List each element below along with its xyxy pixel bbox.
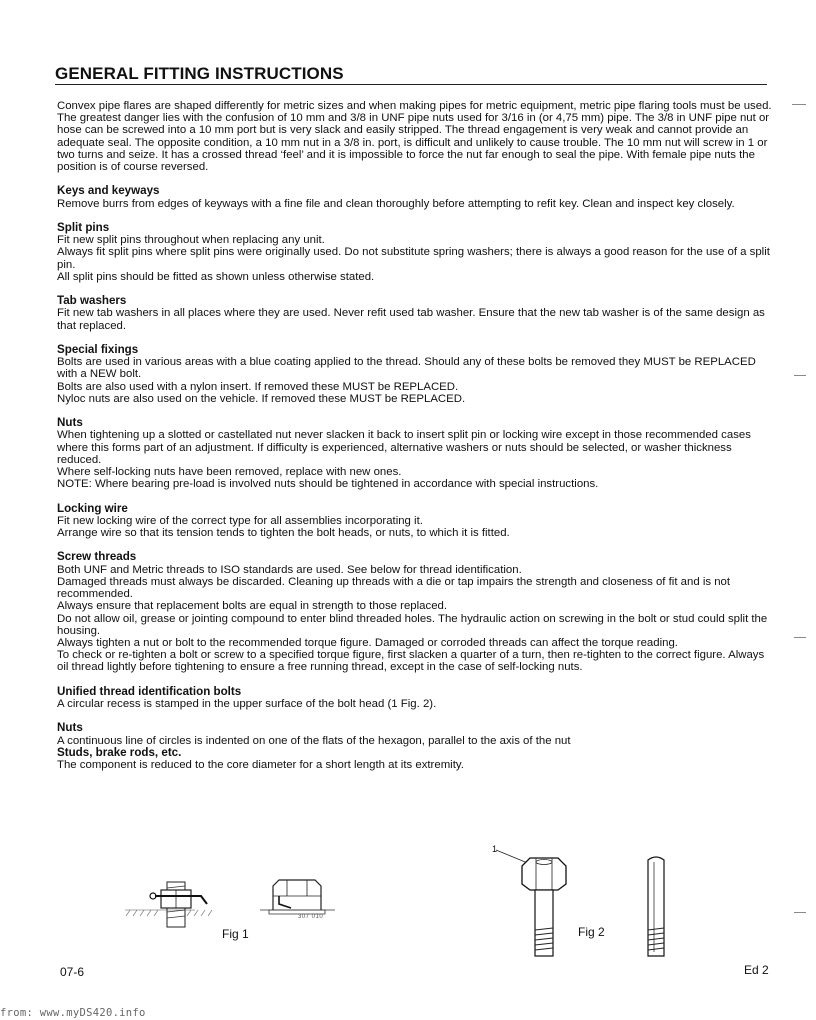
section-heading: Unified thread identification bolts: [57, 684, 242, 698]
fig2-drawing: [490, 844, 690, 964]
section-paragraph: Always fit split pins where split pins were originally used. Do not substitute spring washers; there is always a good reason for the use of a split pin.: [57, 246, 770, 271]
fig2-label: Fig 2: [578, 925, 605, 939]
section-heading: Nuts: [57, 721, 83, 735]
section-paragraph: The component is reduced to the core diameter for a short length at its extremity.: [57, 759, 464, 772]
body-text: [57, 100, 773, 771]
edition-label: Ed 2: [744, 963, 769, 977]
section-paragraph: All split pins should be fitted as shown unless otherwise stated.: [57, 270, 375, 283]
section-paragraph: Do not allow oil, grease or jointing compound to enter blind threaded holes. The hydraulic action on screwing in the bolt or stud could split the housing.: [57, 612, 768, 637]
section-heading: Locking wire: [57, 501, 128, 515]
section-paragraph: Fit new tab washers in all places where they are used. Never refit used tab washer. Ensure that the new tab washer is of the same design as that replaced.: [57, 307, 765, 332]
page-number: 07-6: [60, 965, 85, 979]
section-paragraph: Nyloc nuts are also used on the vehicle. If removed these MUST be REPLACED.: [57, 392, 466, 405]
source-watermark: from: www.myDS420.info: [0, 1007, 146, 1019]
section-heading: Screw threads: [57, 550, 137, 564]
section-paragraph: When tightening up a slotted or castellated nut never slacken it back to insert split pin or locking wire except in those recommended cases where this forms part of an adjustment. If difficulty is experienced, alternative washers or nuts should be selected, or washer thickness reduced.: [57, 429, 751, 466]
margin-mark: [794, 637, 806, 638]
section-heading: Keys and keyways: [57, 184, 160, 198]
section-paragraph: Bolts are used in various areas with a blue coating applied to the thread. Should any of these bolts be removed they MUST be REPLACED with a NEW bolt.: [57, 356, 756, 381]
section-heading: Nuts: [57, 416, 83, 430]
page-title: GENERAL FITTING INSTRUCTIONS: [55, 64, 344, 83]
margin-mark: [792, 104, 806, 105]
margin-mark: [794, 912, 806, 913]
figure-area: [0, 842, 816, 972]
section-heading: Special fixings: [57, 342, 139, 356]
section-paragraph: Always ensure that replacement bolts are equal in strength to those replaced.: [57, 600, 448, 613]
section-paragraph: Both UNF and Metric threads to ISO standards are used. See below for thread identification.: [57, 563, 522, 576]
title-rule: [55, 84, 767, 85]
section-paragraph: Remove burrs from edges of keyways with a fine file and clean thoroughly before attempting to refit key. Clean and inspect key closely.: [57, 197, 735, 210]
intro-paragraph: Convex pipe flares are shaped differently for metric sizes and when making pipes for metric equipment, metric pipe flaring tools must be used.: [57, 100, 772, 112]
section-paragraph: Fit new split pins throughout when replacing any unit.: [57, 234, 325, 247]
section-paragraph: Always tighten a nut or bolt to the recommended torque figure. Damaged or corroded threads can affect the torque reading.: [57, 636, 678, 649]
margin-mark: [794, 375, 806, 376]
section-paragraph: To check or re-tighten a bolt or screw to a specified torque figure, first slacken a quarter of a turn, then re-tighten to the correct figure. Always oil thread lightly before tightening to ensure a free running thread, except in the case of self-locking nuts.: [57, 649, 765, 674]
section-paragraph: Where self-locking nuts have been removed, replace with new ones.: [57, 466, 402, 479]
fig2-callout-number: 1: [492, 844, 498, 854]
section-heading: Studs, brake rods, etc.: [57, 745, 182, 759]
section-paragraph: A circular recess is stamped in the upper surface of the bolt head (1 Fig. 2).: [57, 697, 437, 710]
intro-paragraph: The greatest danger lies with the confusion of 10 mm and 3/8 in UNF pipe nuts used for 3/16 in (or 4,75 mm) pipe. The 3/8 in UNF pipe nut or hose can be screwed into a 10 mm port but is very slack and easily stripped. The thread engagement is very weak and cannot provide an adequate seal. The opposite condition, a 10 mm nut in a 3/8 in. port, is difficult and unlikely to cause trouble. The 10 mm nut will screw in 1 or two turns and seize. It has a crossed thread ‘feel’ and it is impossible to force the nut far enough to seal the pipe. With female pipe nuts the position is of course reversed.: [57, 112, 770, 174]
section-paragraph: Bolts are also used with a nylon insert. If removed these MUST be REPLACED.: [57, 380, 459, 393]
section-heading: Tab washers: [57, 294, 127, 308]
section-paragraph: A continuous line of circles is indented on one of the flats of the hexagon, parallel to the axis of the nut: [57, 734, 571, 747]
fig1-label: Fig 1: [222, 927, 249, 941]
section-paragraph: Arrange wire so that its tension tends to tighten the bolt heads, or nuts, to which it is fitted.: [57, 527, 510, 540]
section-paragraph: Fit new locking wire of the correct type for all assemblies incorporating it.: [57, 514, 423, 527]
section-heading: Split pins: [57, 220, 110, 234]
section-paragraph: NOTE: Where bearing pre-load is involved nuts should be tightened in accordance with special instructions.: [57, 478, 599, 491]
fig1-reference: 307 010: [298, 914, 324, 920]
section-paragraph: Damaged threads must always be discarded. Cleaning up threads with a die or tap impairs the strength and closeness of fit and is not recommended.: [57, 575, 731, 601]
